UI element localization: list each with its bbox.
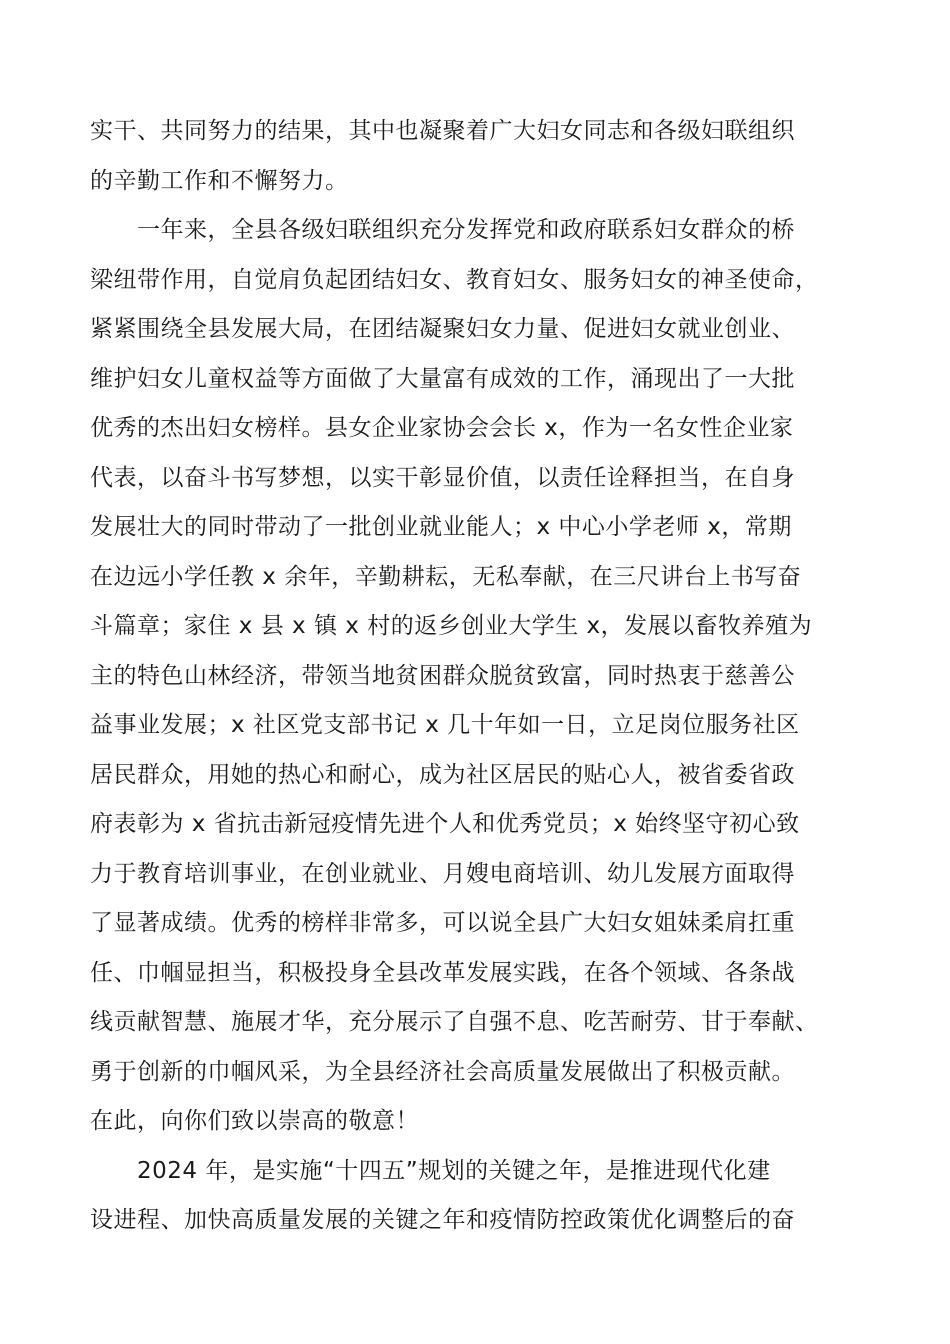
text-line: 力于教育培训事业，在创业就业、月嫂电商培训、幼儿发展方面取得 [90,860,795,887]
text-line: 紧紧围绕全县发展大局，在团结凝聚妇女力量、促进妇女就业创业、 [90,316,795,342]
text-line: 梁纽带作用，自觉肩负起团结妇女、教育妇女、服务妇女的神圣使命， [90,266,819,293]
text-line: 在此，向你们致以崇高的敬意！ [90,1108,419,1134]
text-line: 勇于创新的巾帼风采，为全县经济社会高质量发展做出了积极贡献。 [90,1058,795,1085]
text-line: 的辛勤工作和不懈努力。 [90,167,349,194]
text-line: 代表，以奋斗书写梦想，以实干彰显价值，以责任诠释担当，在自身 [90,464,795,491]
text-line: 斗篇章；家住 x 县 x 镇 x 村的返乡创业大学生 x，发展以畜牧养殖为 [90,613,813,639]
text-line: 2024 年，是实施“十四五”规划的关键之年，是推进现代化建 [90,1157,771,1184]
text-line: 设进程、加快高质量发展的关键之年和疫情防控政策优化调整后的奋 [90,1207,795,1233]
text-line: 维护妇女儿童权益等方面做了大量富有成效的工作，涌现出了一大批 [90,365,795,392]
text-line: 益事业发展；x 社区党支部书记 x 几十年如一日，立足岗位服务社区 [90,712,800,738]
text-line: 优秀的杰出妇女榜样。县女企业家协会会长 x，作为一名女性企业家 [90,415,794,441]
body-text [90,107,870,1246]
text-line: 在边远小学任教 x 余年，辛勤耕耘，无私奉献，在三尺讲台上书写奋 [90,563,802,590]
text-line: 线贡献智慧、施展才华，充分展示了自强不息、吃苦耐劳、甘于奉献、 [90,1009,819,1035]
text-line: 发展壮大的同时带动了一批创业就业能人；x 中心小学老师 x，常期 [90,514,792,540]
text-line: 府表彰为 x 省抗击新冠疫情先进个人和优秀党员；x 始终坚守初心致 [90,811,800,837]
text-line: 了显著成绩。优秀的榜样非常多，可以说全县广大妇女姐妹柔肩扛重 [90,910,795,936]
text-line: 居民群众，用她的热心和耐心，成为社区居民的贴心人，被省委省政 [90,761,795,788]
text-line: 实干、共同努力的结果，其中也凝聚着广大妇女同志和各级妇联组织 [90,118,795,144]
text-line: 主的特色山林经济，带领当地贫困群众脱贫致富，同时热衷于慈善公 [90,662,795,689]
text-line: 一年来，全县各级妇联组织充分发挥党和政府联系妇女群众的桥 [90,217,795,243]
text-line: 任、巾帼显担当，积极投身全县改革发展实践，在各个领域、各条战 [90,959,795,986]
